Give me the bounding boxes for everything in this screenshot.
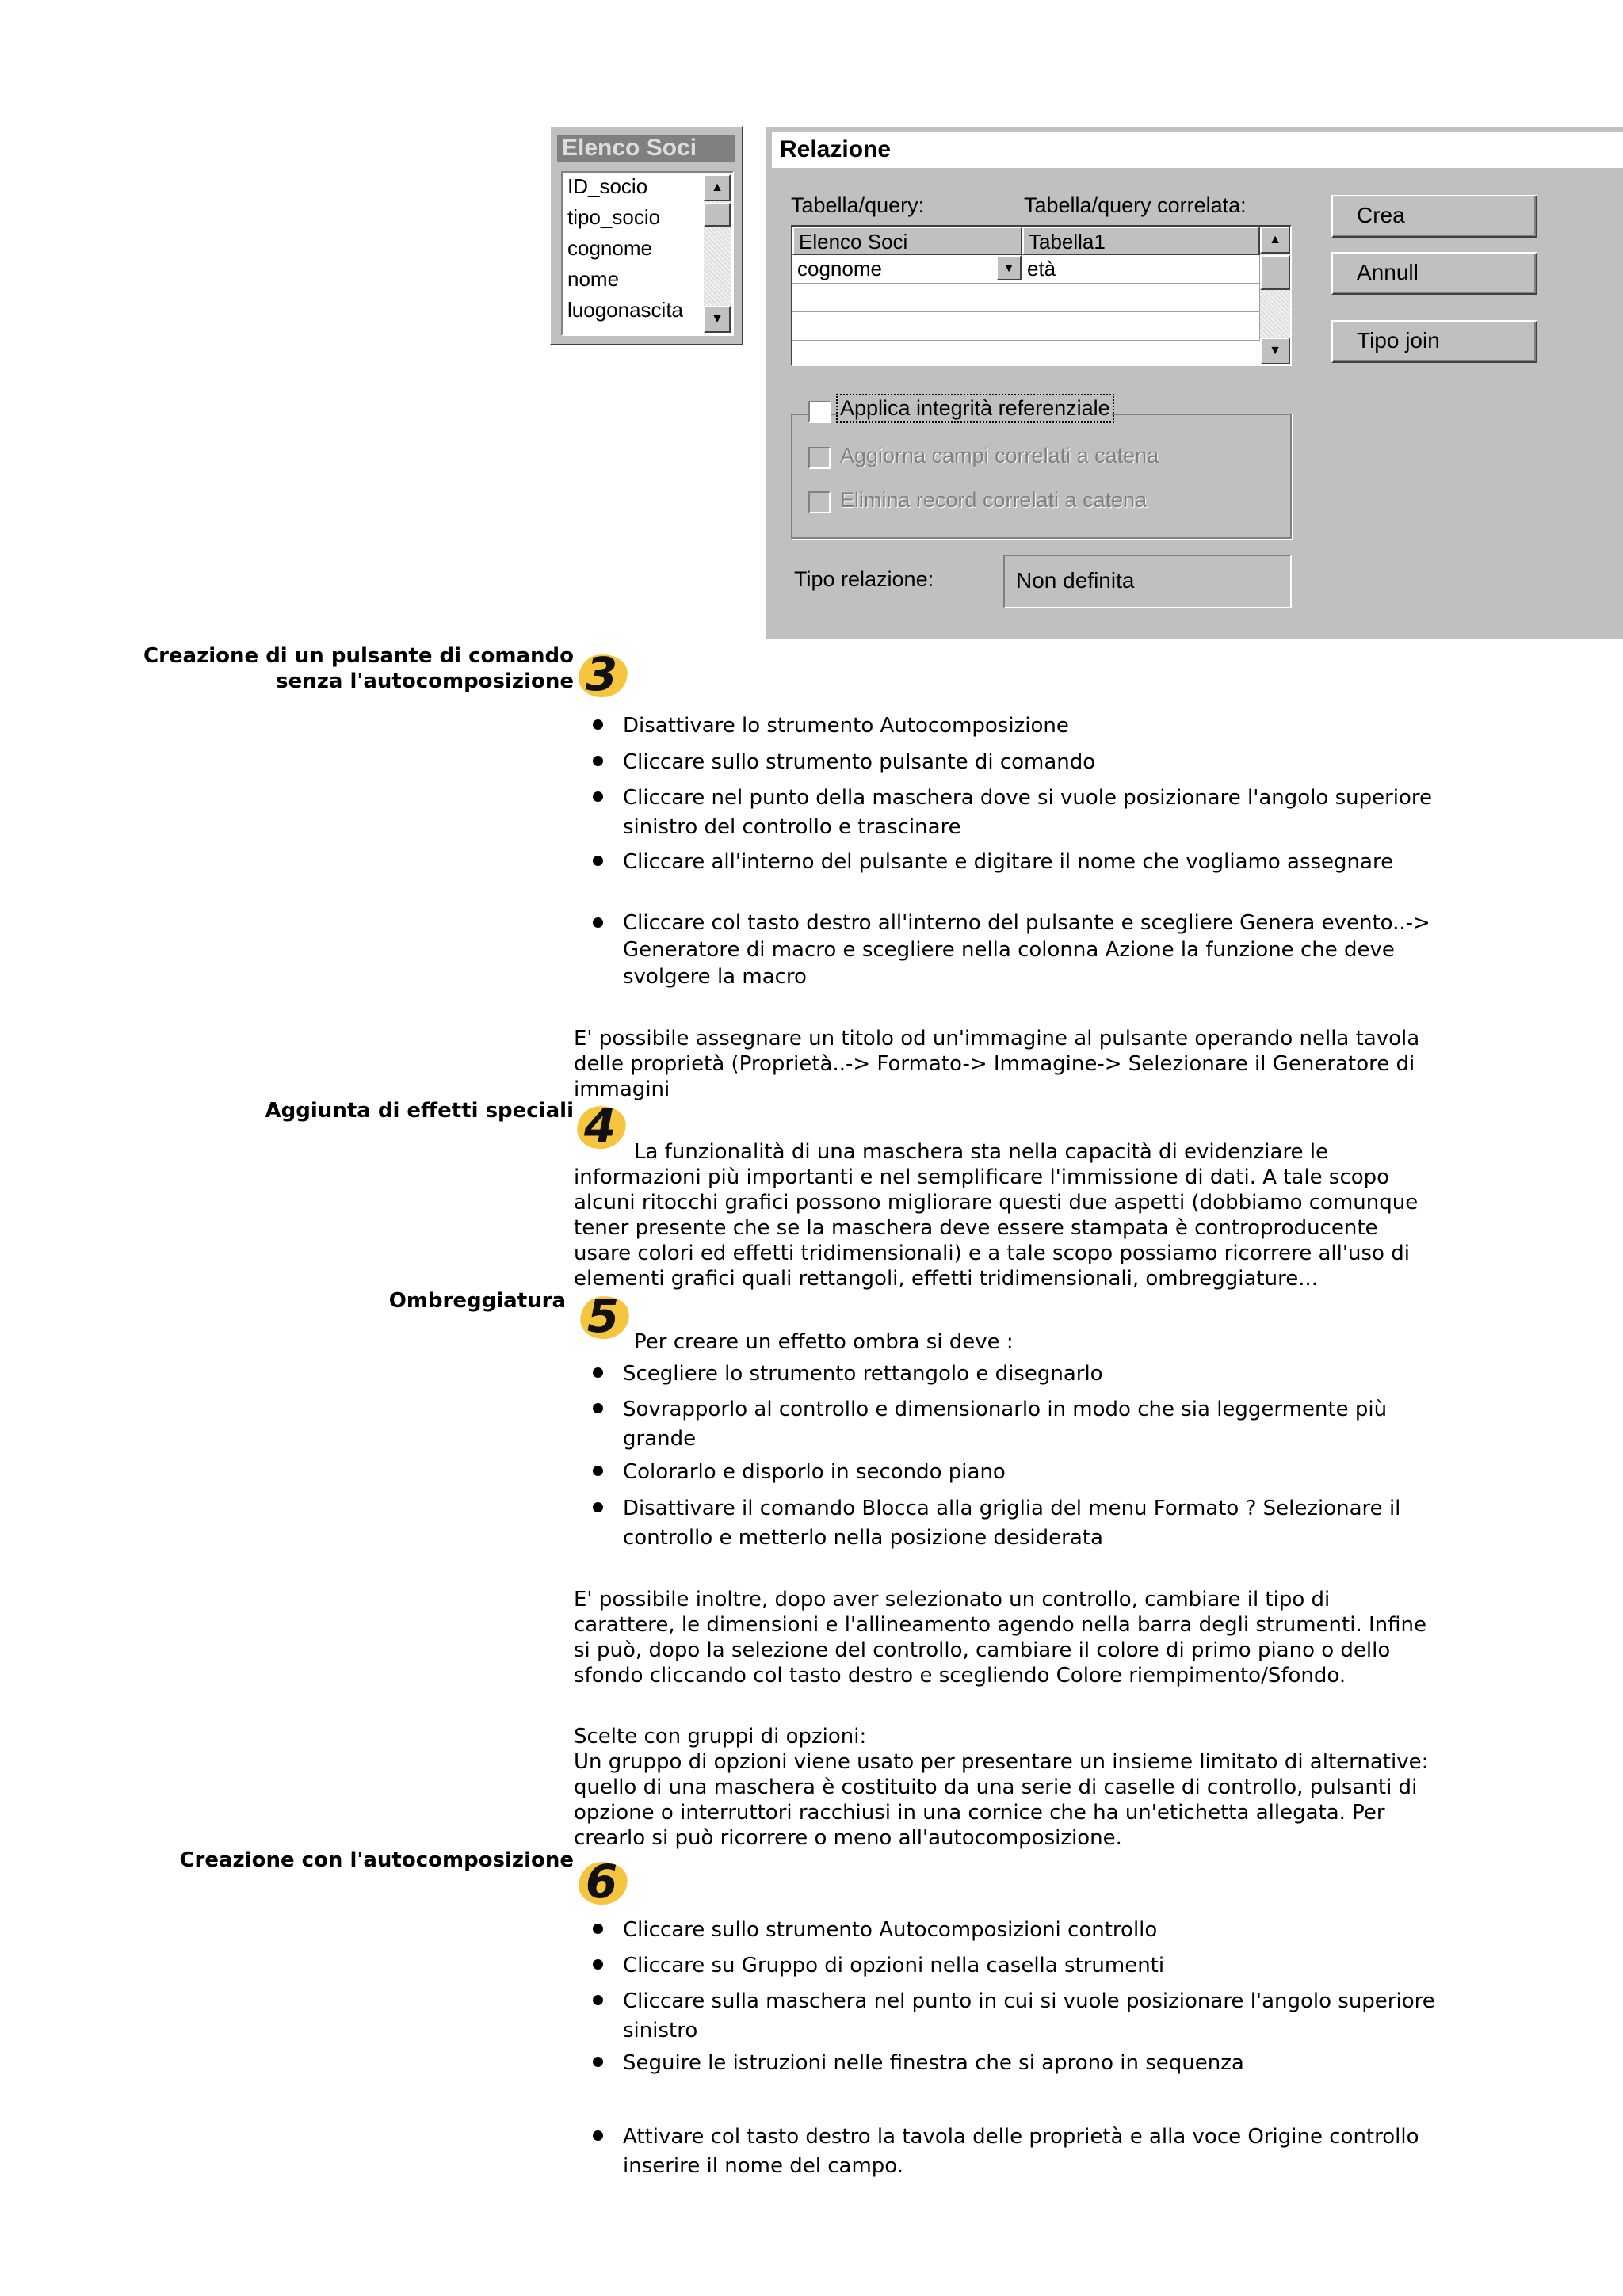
list-item: Sovrapporlo al controllo e dimensionarlo in modo che sia leggermente più grande	[623, 1395, 1439, 1454]
section-3-title-line2: senza l'autocomposizione	[276, 669, 574, 693]
list-item: Cliccare su Gruppo di opzioni nella casella strumenti	[623, 1951, 1439, 1981]
grid-cell-related[interactable]: età	[1022, 255, 1260, 284]
section-3-paragraph: E' possibile assegnare un titolo od un'immagine al pulsante operando nella tavola delle proprietà (Proprietà..-> Formato-> Immagine-> Selezionare il Generatore di immagini	[574, 1027, 1420, 1101]
badge-number: 6	[585, 1855, 618, 1909]
join-type-button[interactable]: Tipo join	[1331, 320, 1537, 363]
grid-cell-value: cognome	[797, 257, 882, 280]
cancel-button[interactable]: Annull	[1331, 252, 1537, 295]
related-table-label: Tabella/query correlata:	[1024, 193, 1247, 217]
section-3-title-line1: Creazione di un pulsante di comando	[143, 644, 574, 668]
list-item: Cliccare sullo strumento Autocomposizioni controllo	[623, 1916, 1439, 1945]
list-item: Disattivare il comando Blocca alla griglia del menu Formato ? Selezionare il controllo e metterlo nella posizione desiderata	[623, 1494, 1439, 1553]
integrity-label[interactable]: Applica integrità referenziale	[840, 396, 1110, 420]
section-5-intro: Per creare un effetto ombra si deve :	[634, 1330, 1014, 1354]
scroll-down-icon[interactable]: ▼	[1260, 338, 1290, 364]
cascade-delete-checkbox	[808, 491, 831, 513]
section-4-paragraph: La funzionalità di una maschera sta nella capacità di evidenziare le informazioni più importanti e nel semplificare l'immissione di dati. A tale scopo alcuni ritocchi grafici possono migliorare questi due aspetti (dobbiamo comunque tener presente che se la maschera deve essere stampata è controproducente usare colori ed effetti tridimensionali) e a tale scopo possiamo ricorrere all'uso di elementi grafici quali rettangoli, effetti tridimensionali, ombreggiature...	[574, 1140, 1419, 1291]
list-item: Disattivare lo strumento Autocomposizione	[623, 711, 1439, 741]
field-list-item[interactable]: luogonascita	[567, 298, 683, 322]
grid-cell-empty[interactable]	[1022, 284, 1260, 312]
grid-header-left: Elenco Soci	[792, 227, 1022, 255]
scroll-up-icon[interactable]: ▲	[704, 174, 731, 201]
scroll-thumb[interactable]	[704, 203, 731, 227]
cascade-update-checkbox	[808, 447, 831, 469]
badge-number: 4	[583, 1099, 617, 1153]
field-list-window	[549, 125, 743, 345]
scroll-thumb[interactable]	[1260, 255, 1290, 290]
relation-grid[interactable]	[791, 225, 1292, 366]
scroll-down-icon[interactable]: ▼	[704, 306, 731, 333]
grid-cell-empty[interactable]	[1022, 312, 1260, 341]
badge-number: 3	[585, 647, 618, 701]
number-3-icon	[574, 647, 629, 701]
list-item: Colorarlo e disporlo in secondo piano	[623, 1458, 1439, 1487]
scroll-up-icon[interactable]: ▲	[1260, 227, 1290, 254]
integrity-checkbox[interactable]	[808, 401, 831, 423]
section-4-title: Aggiunta di effetti speciali	[265, 1099, 574, 1123]
number-6-icon	[574, 1855, 629, 1909]
create-button[interactable]: Crea	[1331, 195, 1537, 238]
field-list-item[interactable]: ID_socio	[567, 174, 648, 198]
list-item: Cliccare all'interno del pulsante e digitare il nome che vogliamo assegnare	[623, 848, 1439, 877]
field-list-scrollbar[interactable]	[704, 174, 731, 333]
field-list[interactable]	[561, 171, 734, 336]
integrity-group	[791, 414, 1292, 539]
list-item: Scegliere lo strumento rettangolo e disegnarlo	[623, 1360, 1439, 1389]
field-list-title: Elenco Soci	[557, 135, 735, 162]
chevron-down-icon[interactable]: ▼	[996, 255, 1022, 280]
section-5-title: Ombreggiatura	[388, 1289, 566, 1313]
cascade-delete-label: Elimina record correlati a catena	[840, 488, 1148, 512]
list-item: Attivare col tasto destro la tavola delle proprietà e alla voce Origine controllo inserire il nome del campo.	[623, 2122, 1439, 2181]
relation-type-value: Non definita	[1003, 555, 1292, 608]
list-item: Cliccare nel punto della maschera dove si vuole posizionare l'angolo superiore sinistro del controllo e trascinare	[623, 784, 1439, 842]
list-item: Cliccare sullo strumento pulsante di comando	[623, 748, 1439, 777]
field-list-item[interactable]: nome	[567, 267, 620, 291]
field-list-item[interactable]: cognome	[567, 236, 652, 260]
field-list-item[interactable]: tipo_socio	[567, 205, 661, 229]
badge-number: 5	[586, 1289, 620, 1343]
section-6-title: Creazione con l'autocomposizione	[179, 1848, 574, 1872]
grid-cell-empty[interactable]	[792, 284, 1022, 312]
grid-cell-empty[interactable]	[792, 312, 1022, 341]
cascade-update-label: Aggiorna campi correlati a catena	[840, 444, 1159, 467]
table-query-label: Tabella/query:	[791, 193, 925, 217]
section-5-paragraph: E' possibile inoltre, dopo aver selezionato un controllo, cambiare il tipo di carattere, le dimensioni e l'allineamento agendo nella barra degli strumenti. Infine si può, dopo la selezione del controllo, cambiare il colore di primo piano o dello sfondo cliccando col tasto destro e scegliendo Colore riempimento/Sfondo.	[574, 1588, 1426, 1688]
options-paragraph: Scelte con gruppi di opzioni: Un gruppo di opzioni viene usato per presentare un insieme limitato di alternative: quello di una maschera è costituito da una serie di caselle di controllo, pulsanti di opzione o interruttori racchiusi in una cornice che ha un'etichetta allegata. Per crearlo si può ricorrere o meno all'autocomposizione.	[574, 1725, 1429, 1850]
dialog-title: Relazione	[772, 132, 1623, 168]
grid-scrollbar[interactable]	[1260, 227, 1290, 364]
number-5-icon	[575, 1289, 631, 1343]
list-item: Cliccare col tasto destro all'interno del pulsante e scegliere Genera evento..-> Generatore di macro e scegliere nella colonna Azione la funzione che deve svolgere la macro	[623, 910, 1439, 990]
relation-dialog	[764, 125, 1623, 639]
grid-cell-table[interactable]	[792, 255, 1022, 284]
relation-type-label: Tipo relazione:	[794, 567, 934, 591]
list-item: Seguire le istruzioni nelle finestra che si aprono in sequenza	[623, 2049, 1439, 2078]
list-item: Cliccare sulla maschera nel punto in cui si vuole posizionare l'angolo superiore sinistro	[623, 1987, 1439, 2046]
grid-header-right: Tabella1	[1022, 227, 1260, 255]
